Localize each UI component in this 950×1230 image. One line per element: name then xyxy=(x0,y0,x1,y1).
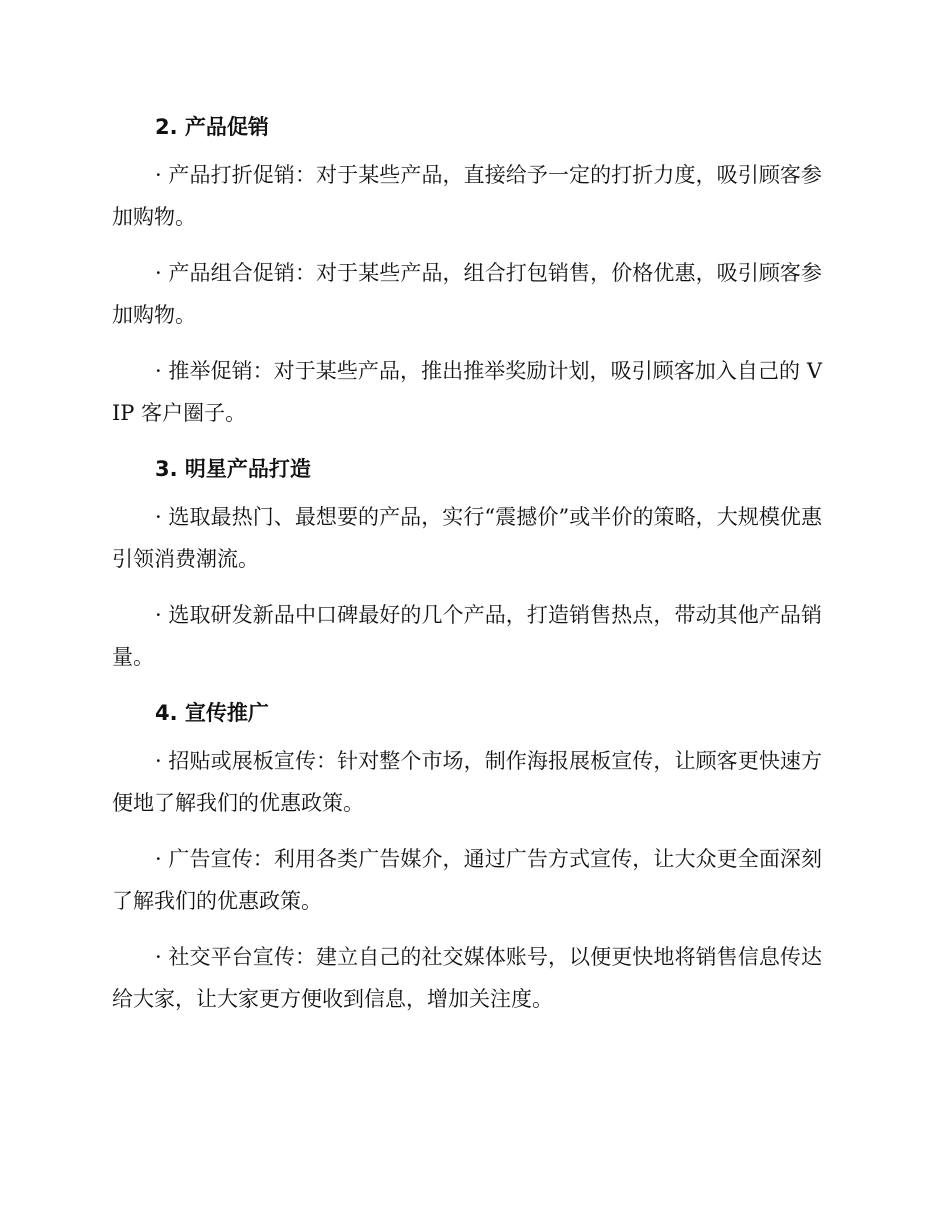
section-heading: 4. 宣传推广 xyxy=(155,701,269,725)
paragraph: · 产品打折促销：对于某些产品，直接给予一定的打折力度，吸引顾客参加购物。 xyxy=(112,163,822,229)
section-heading: 3. 明星产品打造 xyxy=(155,457,311,481)
paragraph: · 广告宣传：利用各类广告媒介，通过广告方式宣传，让大众更全面深刻了解我们的优惠政策。 xyxy=(112,847,822,913)
section-heading: 2. 产品促销 xyxy=(155,115,269,139)
paragraph: · 社交平台宣传：建立自己的社交媒体账号，以便更快地将销售信息传达给大家，让大家更方便收到信息，增加关注度。 xyxy=(112,945,822,1011)
section-star-product xyxy=(112,448,822,678)
paragraph: · 招贴或展板宣传：针对整个市场，制作海报展板宣传，让顾客更快速方便地了解我们的优惠政策。 xyxy=(112,749,822,815)
paragraph: · 选取研发新品中口碑最好的几个产品，打造销售热点，带动其他产品销量。 xyxy=(112,603,822,669)
section-product-promotion xyxy=(112,106,822,434)
document-page xyxy=(112,106,822,1034)
section-publicity xyxy=(112,692,822,1020)
paragraph: · 推举促销：对于某些产品，推出推举奖励计划，吸引顾客加入自己的 VIP 客户圈子。 xyxy=(112,359,822,425)
paragraph: · 产品组合促销：对于某些产品，组合打包销售，价格优惠，吸引顾客参加购物。 xyxy=(112,261,822,327)
paragraph: · 选取最热门、最想要的产品，实行“震撼价”或半价的策略，大规模优惠引领消费潮流。 xyxy=(112,505,822,571)
